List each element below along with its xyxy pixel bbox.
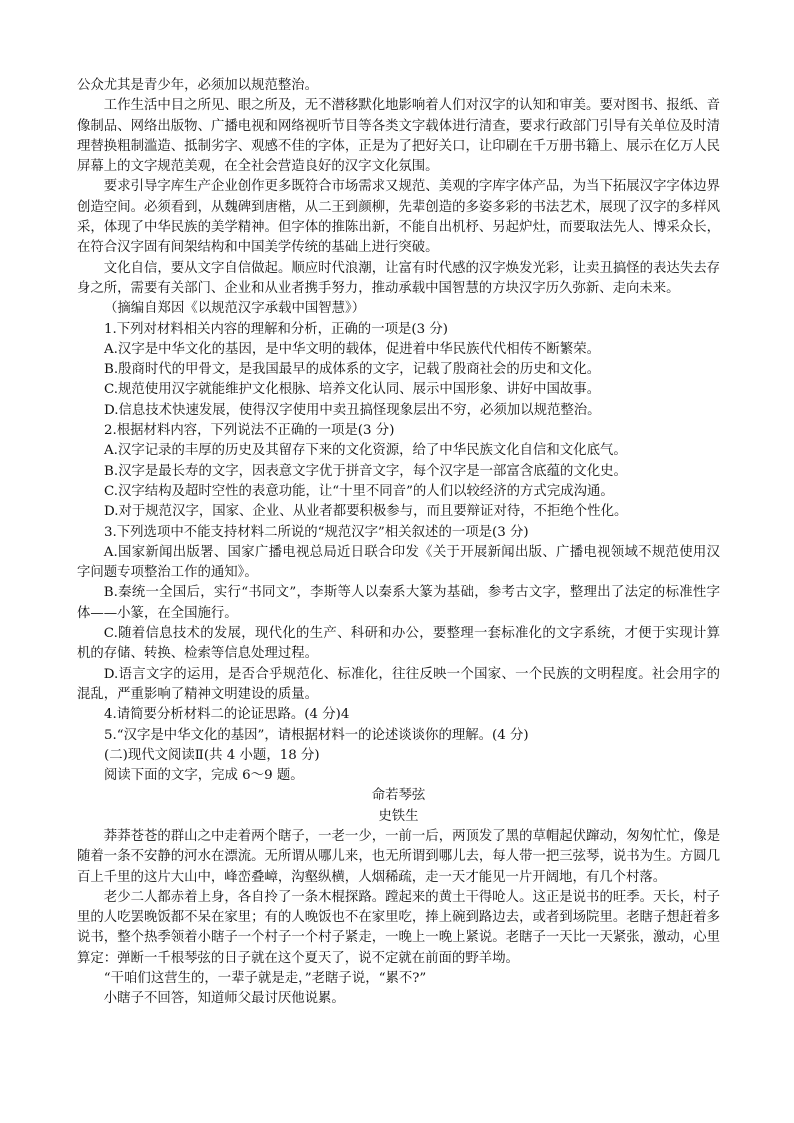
question-option: C.规范使用汉字就能维护文化根脉、培养文化认同、展示中国形象、讲好中国故事。 [104, 382, 601, 398]
question-stem: 3.下列选项中不能支持材料二所说的“规范汉字”相关叙述的一项是(3 分) [104, 524, 529, 540]
question-option: D.信息技术快速发展，使得汉字使用中卖丑搞怪现象层出不穷，必须加以规范整治。 [104, 402, 601, 418]
question-option: B.秦统一全国后，实行“书同文”，李斯等人以秦系大篆为基础，参考古文字，整理出了法定的标准性字体——小篆，在全国施行。 [77, 585, 720, 621]
section-instruction: 阅读下面的文字，完成 6～9 题。 [104, 768, 304, 784]
story-title: 命若琴弦 [371, 788, 426, 804]
story-paragraph: “干咱们这营生的，一辈子就是走，”老瞎子说，“累不?” [103, 971, 427, 987]
question-option: D.语言文字的运用，是否合乎规范化、标准化，往往反映一个国家、一个民族的文明程度。社会用字的混乱，严重影响了精神文明建设的质量。 [77, 666, 720, 702]
passage-paragraph: 文化自信，要从文字自信做起。顺应时代浪潮，让富有时代感的汉字焕发光彩，让卖丑搞怪的表达失去存身之所，需要有关部门、企业和从业者携手努力，推动承载中国智慧的方块汉字历久弥新、走向未来。 [77, 260, 720, 296]
passage-paragraph: 要求引导字库生产企业创作更多既符合市场需求又规范、美观的字库字体产品，为当下拓展汉字字体边界创造空间。必须看到，从魏碑到唐楷，从二王到颜柳，先辈创造的多姿多彩的书法艺术，展现了汉字的多样风采，体现了中华民族的美学精神。但字体的推陈出新，不能自出机杼、另起炉灶，而要取法先人、博采众长，在符合汉字固有间架结构和中国美学传统的基础上进行突破。 [77, 179, 720, 256]
question-stem: 4.请简要分析材料二的论证思路。(4 分)4 [104, 707, 350, 723]
passage-continuation: 公众尤其是青少年，必须加以规范整治。 [77, 78, 319, 93]
passage-source: （摘编自郑因《以规范汉字承载中国智慧》） [104, 301, 366, 317]
story-paragraph: 莽莽苍苍的群山之中走着两个瞎子，一老一少，一前一后，两顶发了黑的草帽起伏蹿动，匆匆忙忙，像是随着一条不安静的河水在漂流。无所谓从哪儿来，也无所谓到哪儿去，每人带一把三弦琴，说书为生。方圆几百上千里的这片大山中，峰峦叠嶂，沟壑纵横，人烟稀疏，走一天才能见一片开阔地，有几个村落。 [77, 828, 720, 885]
question-option: A.国家新闻出版署、国家广播电视总局近日联合印发《关于开展新闻出版、广播电视领域不规范使用汉字问题专项整治工作的通知》。 [77, 544, 720, 581]
question-option: B.殷商时代的甲骨文，是我国最早的成体系的文字，记载了殷商社会的历史和文化。 [104, 362, 601, 378]
question-stem: 2.根据材料内容，下列说法不正确的一项是(3 分) [104, 423, 395, 439]
passage-paragraph: 工作生活中目之所见、眼之所及，无不潜移默化地影响着人们对汉字的认知和审美。要对图书、报纸、音像制品、网络出版物、广播电视和网络视听节目等各类文字载体进行清查，要求行政部门引导有关单位及时清理替换粗制滥造、抵制劣字、观感不佳的字体，正是为了把好关口，让印刷在千万册书籍上、展示在亿万人民屏幕上的文字规范美观，在全社会营造良好的汉字文化氛围。 [77, 98, 720, 175]
question-option: A.汉字是中华文化的基因，是中华文明的载体，促进着中华民族代代相传不断繁荣。 [104, 341, 600, 357]
story-paragraph: 小瞎子不回答，知道师父最讨厌他说累。 [103, 991, 345, 1007]
section-heading: (二)现代文阅读Ⅱ(共 4 小题，18 分) [104, 747, 320, 763]
question-option: C.随着信息技术的发展，现代化的生产、科研和办公，要整理一套标准化的文字系统，才便于实现计算机的存储、转换、检索等信息处理过程。 [77, 626, 720, 662]
question-option: D.对于规范汉字，国家、企业、从业者都要积极参与，而且要辩证对待，不拒绝个性化。 [104, 504, 628, 520]
story-paragraph: 老少二人都赤着上身，各自拎了一条木棍探路。蹚起来的黄土干得呛人。这正是说书的旺季。天长，村子里的人吃罢晚饭都不呆在家里；有的人晚饭也不在家里吃，捧上碗到路边去，或者到场院里。老瞎子想赶着多说书，整个热季领着小瞎子一个村子一个村子紧走，一晚上一晚上紧说。老瞎子一天比一天紧张，激动，心里算定：弹断一千根琴弦的日子就在这个夏天了，说不定就在前面的野羊坳。 [77, 889, 720, 966]
question-option: C.汉字结构及超时空性的表意功能，让“十里不同音”的人们以较经济的方式完成沟通。 [104, 483, 614, 499]
question-stem: 1.下列对材料相关内容的理解和分析，正确的一项是(3 分) [104, 321, 448, 337]
question-stem: 5.“汉字是中华文化的基因”，请根据材料一的论述谈谈你的理解。(4 分) [104, 727, 529, 743]
question-option: B.汉字是最长寿的文字，因表意文字优于拼音文字，每个汉字是一部富含底蕴的文化史。 [104, 463, 627, 479]
story-author: 史铁生 [378, 808, 419, 824]
question-option: A.汉字记录的丰厚的历史及其留存下来的文化资源，给了中华民族文化自信和文化底气。 [104, 443, 627, 459]
